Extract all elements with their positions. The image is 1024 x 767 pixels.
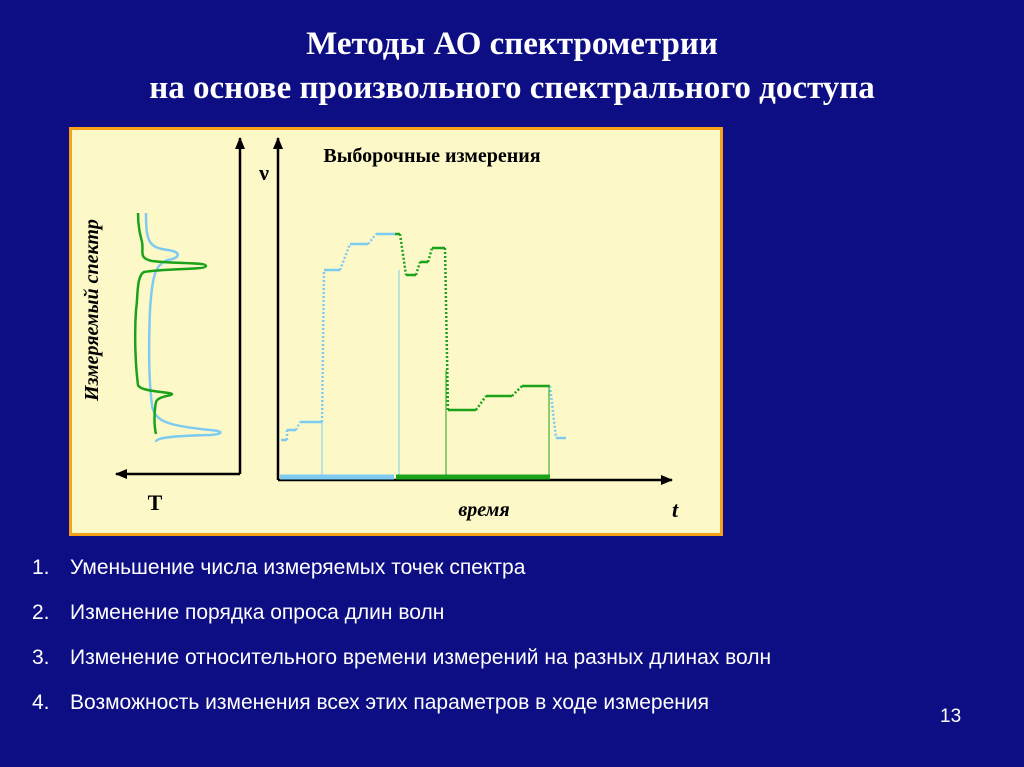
t-axis-label: t (671, 497, 679, 522)
slide-title (0, 22, 1024, 110)
bullet-list (32, 552, 771, 732)
diagram-panel (69, 127, 723, 536)
title-line-2: на основе произвольного спектрального доступа (149, 70, 875, 106)
list-item-number: 3. (32, 646, 50, 669)
list-item-text: Изменение порядка опроса длин волн (70, 601, 445, 624)
list-item-number: 4. (32, 691, 50, 714)
time-blue-trace (281, 234, 395, 440)
nu-label: ν (259, 160, 269, 185)
list-item-text: Возможность изменения всех этих параметров в ходе измерения (70, 691, 709, 714)
list-item-number: 2. (32, 601, 50, 624)
list-item (32, 597, 771, 642)
time-label: время (458, 499, 510, 521)
diagram-svg (72, 130, 720, 533)
t-label: T (147, 490, 163, 515)
list-item (32, 687, 771, 732)
title-line-1: Методы АО спектрометрии (306, 26, 718, 62)
spectrum-blue-curve (146, 213, 221, 442)
page-number: 13 (940, 706, 962, 727)
left-axis-label: Измеряемый спектр (81, 219, 103, 401)
list-item-number: 1. (32, 556, 50, 579)
chart-title: Выборочные измерения (323, 145, 541, 167)
list-item (32, 642, 771, 687)
list-item-text: Изменение относительного времени измерений на разных длинах волн (70, 646, 772, 669)
spectrum-green-curve (135, 213, 206, 434)
list-item-text: Уменьшение числа измеряемых точек спектра (70, 556, 526, 579)
list-item (32, 552, 771, 597)
time-blue-tail (550, 386, 566, 438)
time-green-trace (395, 234, 550, 410)
